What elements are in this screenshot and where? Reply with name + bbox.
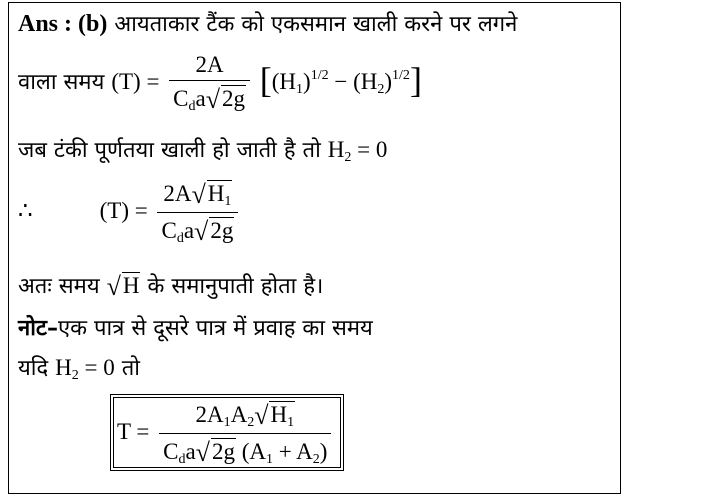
bracket-close: ] (409, 59, 422, 100)
note-text: एक पात्र से दूसरे पात्र में प्रवाह का समय (58, 316, 373, 341)
time-formula-line (18, 52, 422, 115)
sqrt-h: √H (106, 272, 140, 301)
boxed-lhs: T = (117, 418, 150, 444)
condition-text: जब टंकी पूर्णतया खाली हो जाती है तो (18, 138, 321, 163)
time-label: वाला समय (18, 69, 105, 95)
formula-simplified: (T) = $\frac{2A√H_1}{C_da√2g}$ (100, 198, 243, 223)
therefore-symbol: ∴ (18, 197, 33, 223)
formula-general: (T) = $\frac{2A}{C_da√2g}$ $[(H_1)^{1/2} - (H_2)^{1/2}]$ (111, 52, 422, 114)
empty-condition-line (18, 134, 387, 166)
if-word: यदि (18, 356, 49, 381)
answer-text: आयताकार टैंक को एकसमान खाली करने पर लगने (114, 12, 518, 37)
answer-label: Ans : (b) (18, 11, 108, 37)
proportional-post: के समानुपाती होता है। (147, 274, 324, 299)
fraction-denominator: $C_da√2g$ (173, 85, 246, 114)
boxed-fraction: $\frac{2A_1A_2√H_1}{C_da√2g (A_1 + A_2)}$ (159, 399, 331, 468)
answer-line (18, 8, 517, 38)
if-condition-line (18, 352, 140, 384)
boxed-formula (110, 394, 344, 471)
condition-math: $H_2 = 0$ (327, 137, 388, 165)
simplified-formula-line (18, 178, 242, 247)
note-label: नोट– (18, 316, 58, 341)
fraction-numerator: 2A (169, 52, 250, 81)
bracket-open: [ (259, 59, 272, 100)
proportional-line (18, 270, 323, 300)
formula-fraction (169, 52, 250, 115)
if-math: $H_2 = 0$ (55, 355, 115, 383)
simplified-fraction: $\frac{2A√H_1}{C_da√2g}$ (157, 178, 238, 247)
formula-lhs: (T) = (111, 68, 160, 94)
then-word: तो (121, 356, 140, 381)
minus-sign: − (334, 68, 348, 94)
proportional-pre: अतः समय (18, 274, 100, 299)
note-line (18, 312, 373, 342)
